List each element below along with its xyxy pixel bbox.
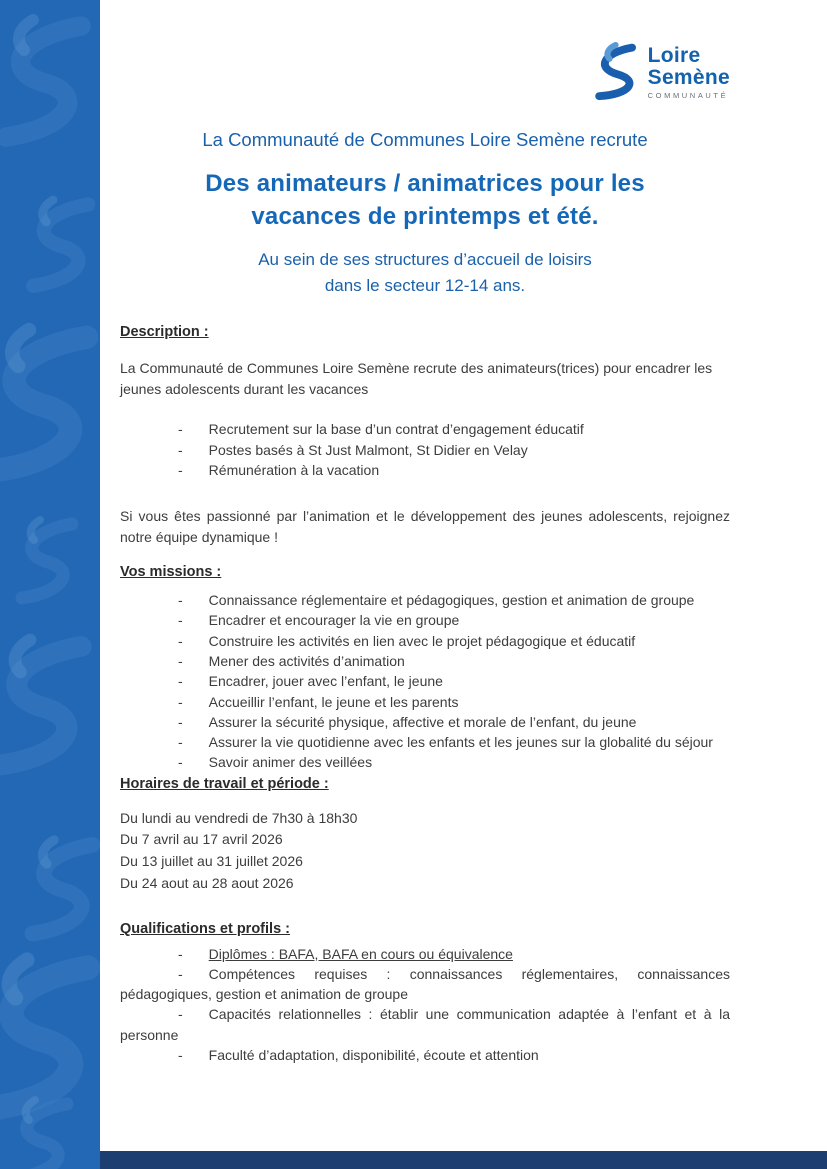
schedule-line: Du 24 aout au 28 aout 2026 (120, 874, 294, 891)
logo-row (120, 42, 730, 103)
list-item (165, 460, 730, 480)
dash-bullet: - (178, 673, 183, 690)
list-item (165, 692, 730, 712)
missions-list (120, 590, 730, 773)
list-item (120, 1004, 730, 1045)
list-item (165, 631, 730, 651)
list-item-text: Recrutement sur la base d’un contrat d’engagement éducatif (208, 421, 584, 438)
list-item-text: Accueillir l’enfant, le jeune et les parents (208, 693, 459, 710)
list-item (120, 964, 730, 1005)
logo-text (648, 45, 730, 100)
dash-bullet: - (178, 693, 183, 710)
list-item-text: Assurer la vie quotidienne avec les enfants et les jeunes sur la globalité du séjour (208, 734, 713, 751)
list-item-text: Mener des activités d’animation (208, 653, 405, 669)
dash-bullet: - (178, 1006, 183, 1023)
logo-s-swoosh-icon (587, 42, 639, 103)
list-item (165, 732, 730, 752)
list-item (120, 1045, 730, 1065)
title-line-1: Des animateurs / animatrices pour les (205, 170, 645, 197)
footer-bar (100, 1151, 827, 1169)
schedule-line: Du 13 juillet au 31 juillet 2026 (120, 853, 303, 870)
horaires-heading: Horaires de travail et période : (120, 775, 329, 792)
schedule-line: Du lundi au vendredi de 7h30 à 18h30 (120, 809, 358, 826)
list-item-text: Rémunération à la vacation (208, 461, 380, 478)
list-item-text: Construire les activités en lien avec le projet pédagogique et éducatif (208, 632, 636, 649)
list-item (165, 590, 730, 610)
dash-bullet: - (178, 632, 183, 649)
list-item-text: Postes basés à St Just Malmont, St Didier en Velay (208, 441, 528, 458)
list-item-text: Faculté d’adaptation, disponibilité, écoute et attention (208, 1047, 539, 1064)
description-outro-paragraph: Si vous êtes passionné par l’animation et le développement des jeunes adolescents, rejoignez notre équipe dynamique ! (120, 508, 730, 546)
left-band (0, 0, 100, 1169)
dash-bullet: - (178, 421, 183, 438)
dash-bullet: - (178, 734, 183, 751)
recruit-intro-line: La Communauté de Communes Loire Semène recrute (202, 129, 648, 150)
list-item (165, 712, 730, 732)
title-line-2: vacances de printemps et été. (251, 203, 599, 231)
list-item (120, 944, 730, 964)
dash-bullet: - (178, 713, 183, 730)
description-intro-paragraph: La Communauté de Communes Loire Semène recrute des animateurs(trices) pour encadrer les jeunes adolescents durant les vacances (120, 360, 713, 398)
band-watermark-pattern (0, 0, 100, 1169)
qualifications-list (120, 944, 730, 1066)
list-item-text: Encadrer, jouer avec l’enfant, le jeune (208, 673, 443, 690)
dash-bullet: - (178, 441, 183, 458)
subtitle-line-2: dans le secteur 12-14 ans. (324, 275, 526, 295)
schedule-line: Du 7 avril au 17 avril 2026 (120, 831, 283, 848)
list-item (165, 610, 730, 630)
dash-bullet: - (178, 653, 183, 669)
dash-bullet: - (178, 592, 183, 609)
logo-name-line1: Loire (647, 44, 701, 68)
dash-bullet: - (178, 612, 183, 629)
list-item-text: Capacités relationnelles : établir une communication adaptée à l’enfant et à la personne (120, 1006, 730, 1043)
logo-name-line2: Semène (647, 66, 730, 89)
list-item-text: Savoir animer des veillées (208, 754, 373, 771)
list-item-text: Assurer la sécurité physique, affective et morale de l’enfant, du jeune (208, 713, 637, 730)
list-item (165, 440, 730, 460)
list-item (165, 671, 730, 691)
list-item (165, 752, 730, 772)
dash-bullet: - (178, 965, 183, 982)
description-heading: Description : (120, 324, 209, 341)
subtitle-line-1: Au sein de ses structures d’accueil de loisirs (258, 250, 592, 270)
dash-bullet: - (178, 754, 183, 771)
list-item-text: Diplômes : BAFA, BAFA en cours ou équivalence (208, 945, 513, 962)
list-item-text: Compétences requises : connaissances réglementaires, connaissances pédagogiques, gestion et animation de groupe (120, 965, 730, 1003)
dash-bullet: - (178, 461, 183, 478)
schedule-block (120, 808, 730, 895)
dash-bullet: - (178, 945, 183, 962)
missions-heading: Vos missions : (120, 564, 222, 581)
content-area (100, 0, 827, 1151)
list-item (165, 651, 730, 671)
list-item-text: Encadrer et encourager la vie en groupe (208, 612, 460, 629)
loire-semene-logo (587, 42, 730, 103)
list-item-text: Connaissance réglementaire et pédagogiques, gestion et animation de groupe (208, 592, 695, 609)
logo-subtitle: COMMUNAUTÉ (647, 90, 729, 100)
qualifications-heading: Qualifications et profils : (120, 920, 290, 937)
document-subtitle (120, 247, 730, 298)
list-item (165, 419, 730, 439)
document-title (120, 167, 730, 233)
description-list (120, 419, 730, 480)
dash-bullet: - (178, 1047, 183, 1064)
